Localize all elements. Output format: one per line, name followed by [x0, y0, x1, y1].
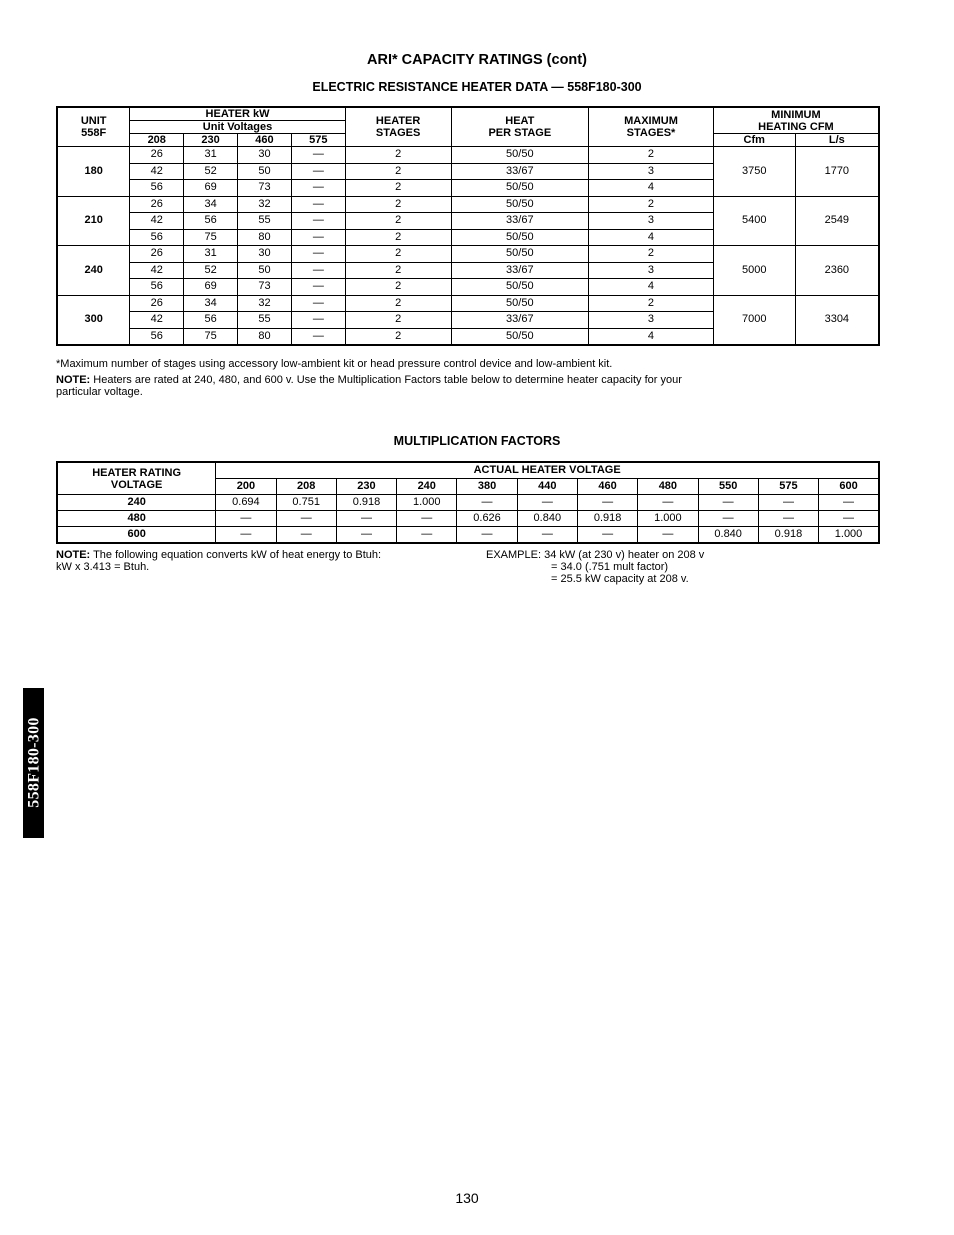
note-text: The following equation converts kW of heat energy to Btuh: [90, 549, 382, 561]
heater-stages-cell: 2 [345, 262, 451, 279]
heat-per-stage-cell: 50/50 [451, 295, 589, 312]
heater-stages-cell: 2 [345, 328, 451, 345]
rating-voltage-cell: 480 [57, 511, 216, 527]
factor-cell: — [819, 511, 879, 527]
kw-575-cell: — [291, 180, 345, 197]
table-row [57, 246, 879, 263]
col-header-voltage: 200 [216, 479, 276, 495]
factor-cell: 0.918 [758, 527, 818, 544]
kw-575-cell: — [291, 213, 345, 230]
kw-575-cell: — [291, 279, 345, 296]
ls-cell: 2549 [795, 196, 879, 246]
kw-460-cell: 30 [238, 246, 292, 263]
factor-cell: — [758, 495, 818, 511]
heater-stages-cell: 2 [345, 295, 451, 312]
max-stages-cell: 3 [589, 213, 714, 230]
factor-cell: 0.840 [698, 527, 758, 544]
max-stages-cell: 4 [589, 328, 714, 345]
col-header-voltage: 575 [758, 479, 818, 495]
heater-data-table [56, 106, 880, 346]
factor-cell: — [758, 511, 818, 527]
factor-cell: 1.000 [638, 511, 698, 527]
heater-stages-cell: 2 [345, 163, 451, 180]
kw-575-cell: — [291, 262, 345, 279]
col-header-voltage: 460 [577, 479, 637, 495]
col-header-unit: UNIT 558F [57, 107, 130, 147]
example-line: = 25.5 kW capacity at 208 v. [551, 573, 689, 585]
factor-cell: — [819, 495, 879, 511]
cfm-cell: 7000 [713, 295, 795, 345]
col-header-575: 575 [291, 134, 345, 147]
ls-cell: 1770 [795, 147, 879, 197]
unit-cell: 210 [57, 196, 130, 246]
ls-cell: 3304 [795, 295, 879, 345]
kw-230-cell: 52 [184, 262, 238, 279]
kw-460-cell: 32 [238, 196, 292, 213]
factor-cell: — [577, 527, 637, 544]
multiplication-factors-table [56, 461, 880, 544]
kw-460-cell: 50 [238, 163, 292, 180]
kw-208-cell: 42 [130, 163, 184, 180]
kw-208-cell: 56 [130, 328, 184, 345]
kw-230-cell: 31 [184, 147, 238, 164]
factor-cell: — [577, 495, 637, 511]
heat-per-stage-cell: 50/50 [451, 279, 589, 296]
col-header-voltage: 230 [336, 479, 396, 495]
max-stages-cell: 3 [589, 262, 714, 279]
col-header-ls: L/s [795, 134, 879, 147]
kw-230-cell: 34 [184, 295, 238, 312]
kw-460-cell: 80 [238, 328, 292, 345]
col-header-230: 230 [184, 134, 238, 147]
col-header-voltage: 600 [819, 479, 879, 495]
heater-rating-note [56, 374, 696, 398]
unit-cell: 240 [57, 246, 130, 296]
col-header-voltage: 480 [638, 479, 698, 495]
unit-cell: 300 [57, 295, 130, 345]
kw-230-cell: 56 [184, 312, 238, 329]
heat-per-stage-cell: 33/67 [451, 163, 589, 180]
kw-230-cell: 75 [184, 328, 238, 345]
heater-stages-cell: 2 [345, 213, 451, 230]
col-header-heater-stages: HEATER STAGES [345, 107, 451, 147]
kw-230-cell: 34 [184, 196, 238, 213]
heater-stages-cell: 2 [345, 180, 451, 197]
factor-cell: — [698, 511, 758, 527]
heat-per-stage-cell: 50/50 [451, 180, 589, 197]
heat-per-stage-cell: 50/50 [451, 196, 589, 213]
note-label: NOTE: [56, 549, 91, 561]
col-header-min-heating-cfm: MINIMUM HEATING CFM [713, 107, 879, 134]
note-label: NOTE: [56, 374, 91, 386]
factor-cell: — [276, 511, 336, 527]
cfm-cell: 5000 [713, 246, 795, 296]
btuh-conversion-note [56, 549, 436, 573]
max-stages-cell: 2 [589, 246, 714, 263]
factor-cell: 0.918 [336, 495, 396, 511]
heat-per-stage-cell: 33/67 [451, 312, 589, 329]
max-stages-cell: 2 [589, 147, 714, 164]
example-calculation [486, 549, 846, 585]
table-row [57, 196, 879, 213]
max-stages-cell: 3 [589, 312, 714, 329]
kw-208-cell: 42 [130, 262, 184, 279]
stages-footnote: *Maximum number of stages using accessory low-ambient kit or head pressure control device and low-ambient kit. [56, 358, 613, 370]
factor-cell: 0.840 [517, 511, 577, 527]
col-header-unit-voltages: Unit Voltages [130, 121, 345, 134]
heater-stages-cell: 2 [345, 147, 451, 164]
side-tab [23, 688, 44, 838]
col-header-voltage: 380 [457, 479, 517, 495]
kw-208-cell: 56 [130, 229, 184, 246]
factor-cell: — [517, 527, 577, 544]
kw-208-cell: 26 [130, 196, 184, 213]
kw-575-cell: — [291, 163, 345, 180]
kw-230-cell: 69 [184, 279, 238, 296]
kw-575-cell: — [291, 295, 345, 312]
kw-460-cell: 80 [238, 229, 292, 246]
multiplication-factors-title: MULTIPLICATION FACTORS [393, 434, 561, 448]
kw-230-cell: 69 [184, 180, 238, 197]
col-header-voltage: 240 [397, 479, 457, 495]
rating-voltage-cell: 240 [57, 495, 216, 511]
factor-cell: 0.694 [216, 495, 276, 511]
col-header-maximum-stages: MAXIMUM STAGES* [589, 107, 714, 147]
table-row [57, 295, 879, 312]
col-header-voltage: 440 [517, 479, 577, 495]
heater-table-title: ELECTRIC RESISTANCE HEATER DATA — 558F180-300 [312, 80, 642, 94]
kw-230-cell: 75 [184, 229, 238, 246]
heat-per-stage-cell: 33/67 [451, 262, 589, 279]
kw-208-cell: 26 [130, 147, 184, 164]
factor-cell: — [638, 527, 698, 544]
kw-460-cell: 73 [238, 180, 292, 197]
kw-460-cell: 50 [238, 262, 292, 279]
kw-208-cell: 42 [130, 312, 184, 329]
kw-208-cell: 42 [130, 213, 184, 230]
factor-cell: 0.751 [276, 495, 336, 511]
note-text: Heaters are rated at 240, 480, and 600 v. Use the Multiplication Factors table below to determine heater capacity for your particular voltage. [56, 374, 682, 398]
page-title: ARI* CAPACITY RATINGS (cont) [367, 52, 587, 68]
kw-575-cell: — [291, 196, 345, 213]
heat-per-stage-cell: 33/67 [451, 213, 589, 230]
kw-460-cell: 55 [238, 312, 292, 329]
conversion-formula: kW x 3.413 = Btuh. [56, 561, 150, 573]
factor-cell: — [457, 495, 517, 511]
col-header-voltage: 208 [276, 479, 336, 495]
max-stages-cell: 3 [589, 163, 714, 180]
heater-stages-cell: 2 [345, 246, 451, 263]
kw-575-cell: — [291, 147, 345, 164]
max-stages-cell: 4 [589, 229, 714, 246]
kw-208-cell: 26 [130, 295, 184, 312]
kw-460-cell: 55 [238, 213, 292, 230]
example-line: = 34.0 (.751 mult factor) [551, 561, 669, 573]
factor-cell: — [397, 511, 457, 527]
factor-cell: — [457, 527, 517, 544]
example-line: EXAMPLE: 34 kW (at 230 v) heater on 208 v [486, 549, 705, 561]
cfm-cell: 3750 [713, 147, 795, 197]
heat-per-stage-cell: 50/50 [451, 246, 589, 263]
factor-cell: — [638, 495, 698, 511]
factor-cell: — [216, 511, 276, 527]
factor-cell: — [336, 511, 396, 527]
table-row [57, 495, 879, 511]
unit-cell: 180 [57, 147, 130, 197]
heater-stages-cell: 2 [345, 229, 451, 246]
heat-per-stage-cell: 50/50 [451, 229, 589, 246]
max-stages-cell: 4 [589, 279, 714, 296]
kw-575-cell: — [291, 229, 345, 246]
max-stages-cell: 4 [589, 180, 714, 197]
max-stages-cell: 2 [589, 196, 714, 213]
ls-cell: 2360 [795, 246, 879, 296]
kw-230-cell: 56 [184, 213, 238, 230]
heat-per-stage-cell: 50/50 [451, 328, 589, 345]
table-row [57, 527, 879, 544]
kw-575-cell: — [291, 328, 345, 345]
factor-cell: — [698, 495, 758, 511]
heater-stages-cell: 2 [345, 312, 451, 329]
col-header-cfm: Cfm [713, 134, 795, 147]
factor-cell: 1.000 [397, 495, 457, 511]
col-header-rating-voltage: HEATER RATING VOLTAGE [57, 462, 216, 495]
kw-575-cell: — [291, 312, 345, 329]
factor-cell: 0.626 [457, 511, 517, 527]
cfm-cell: 5400 [713, 196, 795, 246]
col-header-heat-per-stage: HEAT PER STAGE [451, 107, 589, 147]
side-tab-label: 558F180-300 [25, 717, 43, 808]
kw-460-cell: 32 [238, 295, 292, 312]
col-header-208: 208 [130, 134, 184, 147]
kw-208-cell: 56 [130, 279, 184, 296]
kw-460-cell: 73 [238, 279, 292, 296]
kw-208-cell: 26 [130, 246, 184, 263]
col-header-460: 460 [238, 134, 292, 147]
rating-voltage-cell: 600 [57, 527, 216, 544]
kw-230-cell: 31 [184, 246, 238, 263]
factor-cell: 1.000 [819, 527, 879, 544]
factor-cell: — [216, 527, 276, 544]
table-row [57, 511, 879, 527]
kw-460-cell: 30 [238, 147, 292, 164]
col-header-voltage: 550 [698, 479, 758, 495]
kw-230-cell: 52 [184, 163, 238, 180]
col-header-actual-voltage: ACTUAL HEATER VOLTAGE [216, 462, 879, 479]
table-row [57, 147, 879, 164]
heat-per-stage-cell: 50/50 [451, 147, 589, 164]
factor-cell: — [336, 527, 396, 544]
factor-cell: 0.918 [577, 511, 637, 527]
factor-cell: — [276, 527, 336, 544]
heater-stages-cell: 2 [345, 196, 451, 213]
max-stages-cell: 2 [589, 295, 714, 312]
page-number: 130 [455, 1190, 479, 1206]
kw-208-cell: 56 [130, 180, 184, 197]
col-header-heater-kw: HEATER kW [130, 107, 345, 121]
factor-cell: — [397, 527, 457, 544]
heater-stages-cell: 2 [345, 279, 451, 296]
factor-cell: — [517, 495, 577, 511]
kw-575-cell: — [291, 246, 345, 263]
